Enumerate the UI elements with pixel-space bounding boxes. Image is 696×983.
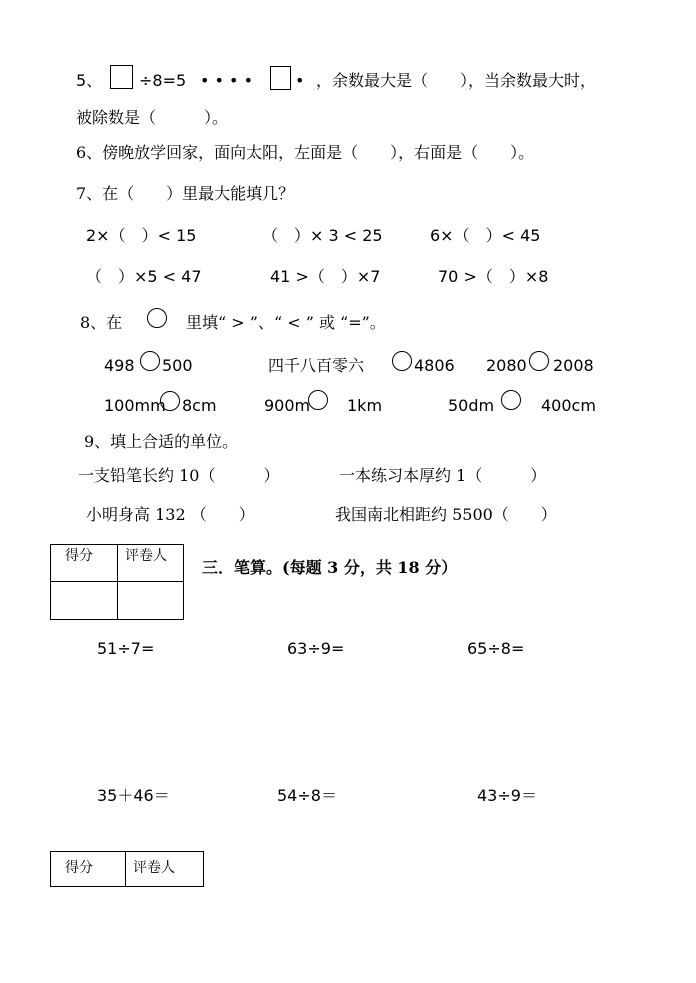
q7-item: 2×（ ）< 15 — [86, 226, 197, 245]
calc-problem: 43÷9＝ — [477, 786, 537, 805]
q8-compare-circle[interactable] — [501, 390, 521, 410]
q8-compare-circle[interactable] — [308, 390, 328, 410]
calc-problem: 63÷9= — [287, 639, 345, 658]
q8-title-post: 里填“ > ”、“ < ” 或 “=”。 — [186, 313, 386, 332]
q5-dot: • — [295, 71, 305, 90]
q8-right: 1km — [347, 396, 383, 415]
q9-item: 小明身高 132 （ ） — [86, 505, 255, 524]
calc-problem: 65÷8= — [467, 639, 525, 658]
q7-item: （ ）× 3 < 25 — [262, 226, 383, 245]
q9-item: 一本练习本厚约 1（ ） — [339, 466, 547, 485]
score-cell[interactable] — [51, 582, 118, 620]
q8-compare-circle[interactable] — [140, 351, 160, 371]
q8-compare-circle[interactable] — [392, 351, 412, 371]
score-table — [50, 851, 204, 887]
q8-left: 2080 — [486, 356, 527, 375]
score-header: 得分 — [51, 545, 118, 582]
section3-title: 三．笔算。(每题 3 分，共 18 分） — [202, 558, 458, 577]
q5-equation: ÷8=5 — [139, 71, 187, 90]
q5-dots: • • • • — [200, 71, 254, 90]
grader-cell[interactable] — [118, 582, 184, 620]
q8-left: 50dm — [448, 396, 495, 415]
q7-item: （ ）×5 < 47 — [86, 267, 202, 286]
q5-number: 5、 — [76, 71, 103, 90]
q8-sample-circle — [147, 308, 167, 328]
q8-title-pre: 8、在 — [80, 313, 123, 332]
q7-item: 6×（ ）< 45 — [430, 226, 541, 245]
q9-item: 一支铅笔长约 10（ ） — [78, 466, 280, 485]
q7-item: 41 >（ ）×7 — [270, 267, 381, 286]
calc-problem: 54÷8＝ — [277, 786, 337, 805]
q7-title: 7、在（ ）里最大能填几？ — [76, 184, 295, 203]
score-header: 得分 — [51, 852, 126, 887]
q8-compare-circle[interactable] — [160, 391, 180, 411]
q8-right: 4806 — [414, 356, 455, 375]
q8-right: 8cm — [182, 396, 217, 415]
q9-title: 9、填上合适的单位。 — [84, 432, 239, 451]
q6-text: 6、傍晚放学回家，面向太阳，左面是（ ），右面是（ ）。 — [76, 143, 535, 162]
q5-remainder-box[interactable] — [270, 66, 291, 90]
q5-text: ，余数最大是（ ），当余数最大时， — [316, 71, 597, 90]
grader-header: 评卷人 — [118, 545, 184, 582]
q9-item: 我国南北相距约 5500（ ） — [335, 505, 557, 524]
q5-dividend-box[interactable] — [110, 65, 133, 89]
q8-left: 四千八百零六 — [268, 356, 365, 375]
q8-left: 100mm — [104, 396, 166, 415]
score-table — [50, 544, 184, 620]
q8-right: 400cm — [541, 396, 596, 415]
q5-line2: 被除数是（ ）。 — [76, 108, 229, 127]
calc-problem: 35＋46＝ — [97, 786, 170, 805]
q7-item: 70 >（ ）×8 — [438, 267, 549, 286]
q8-compare-circle[interactable] — [529, 351, 549, 371]
q8-left: 900m — [264, 396, 311, 415]
grader-header: 评卷人 — [126, 852, 204, 887]
q8-right: 2008 — [553, 356, 594, 375]
calc-problem: 51÷7= — [97, 639, 155, 658]
q8-right: 500 — [162, 356, 193, 375]
q8-left: 498 — [104, 356, 135, 375]
